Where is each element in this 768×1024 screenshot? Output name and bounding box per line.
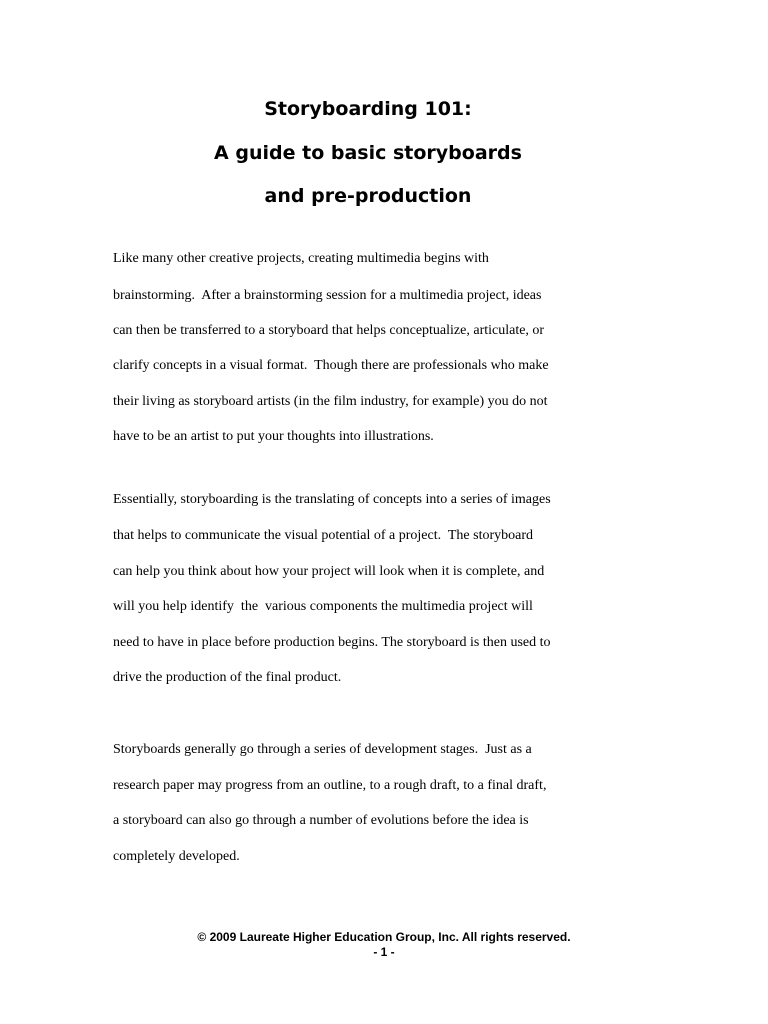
- paragraph-line: Like many other creative projects, creating multimedia begins with: [113, 251, 489, 266]
- footer-copyright: © 2009 Laureate Higher Education Group, Inc. All rights reserved.: [197, 930, 571, 944]
- paragraph-line: brainstorming. After a brainstorming session for a multimedia project, ideas: [113, 288, 542, 303]
- title-line-2: A guide to basic storyboards: [214, 142, 522, 164]
- paragraph-line: completely developed.: [113, 849, 240, 864]
- paragraph-line: will you help identify the various components the multimedia project will: [113, 599, 533, 614]
- paragraph-line: can help you think about how your project will look when it is complete, and: [113, 564, 545, 579]
- page-number: - 1 -: [373, 945, 395, 959]
- paragraph-line: have to be an artist to put your thoughts into illustrations.: [113, 429, 434, 444]
- title-line-3: and pre-production: [264, 185, 472, 207]
- paragraph-line: can then be transferred to a storyboard that helps conceptualize, articulate, or: [113, 323, 545, 338]
- paragraph-line: that helps to communicate the visual potential of a project. The storyboard: [113, 528, 534, 543]
- paragraph-line: a storyboard can also go through a number of evolutions before the idea is: [113, 813, 529, 828]
- paragraph-line: Essentially, storyboarding is the translating of concepts into a series of images: [113, 492, 551, 507]
- paragraph-line: research paper may progress from an outline, to a rough draft, to a final draft,: [113, 778, 547, 793]
- paragraph-line: need to have in place before production begins. The storyboard is then used to: [113, 635, 551, 650]
- paragraph-line: their living as storyboard artists (in the film industry, for example) you do not: [113, 394, 548, 409]
- paragraph-line: drive the production of the final product.: [113, 670, 342, 685]
- title-line-1: Storyboarding 101:: [264, 98, 472, 120]
- paragraph-line: clarify concepts in a visual format. Though there are professionals who make: [113, 358, 549, 373]
- paragraph-line: Storyboards generally go through a series of development stages. Just as a: [113, 742, 532, 757]
